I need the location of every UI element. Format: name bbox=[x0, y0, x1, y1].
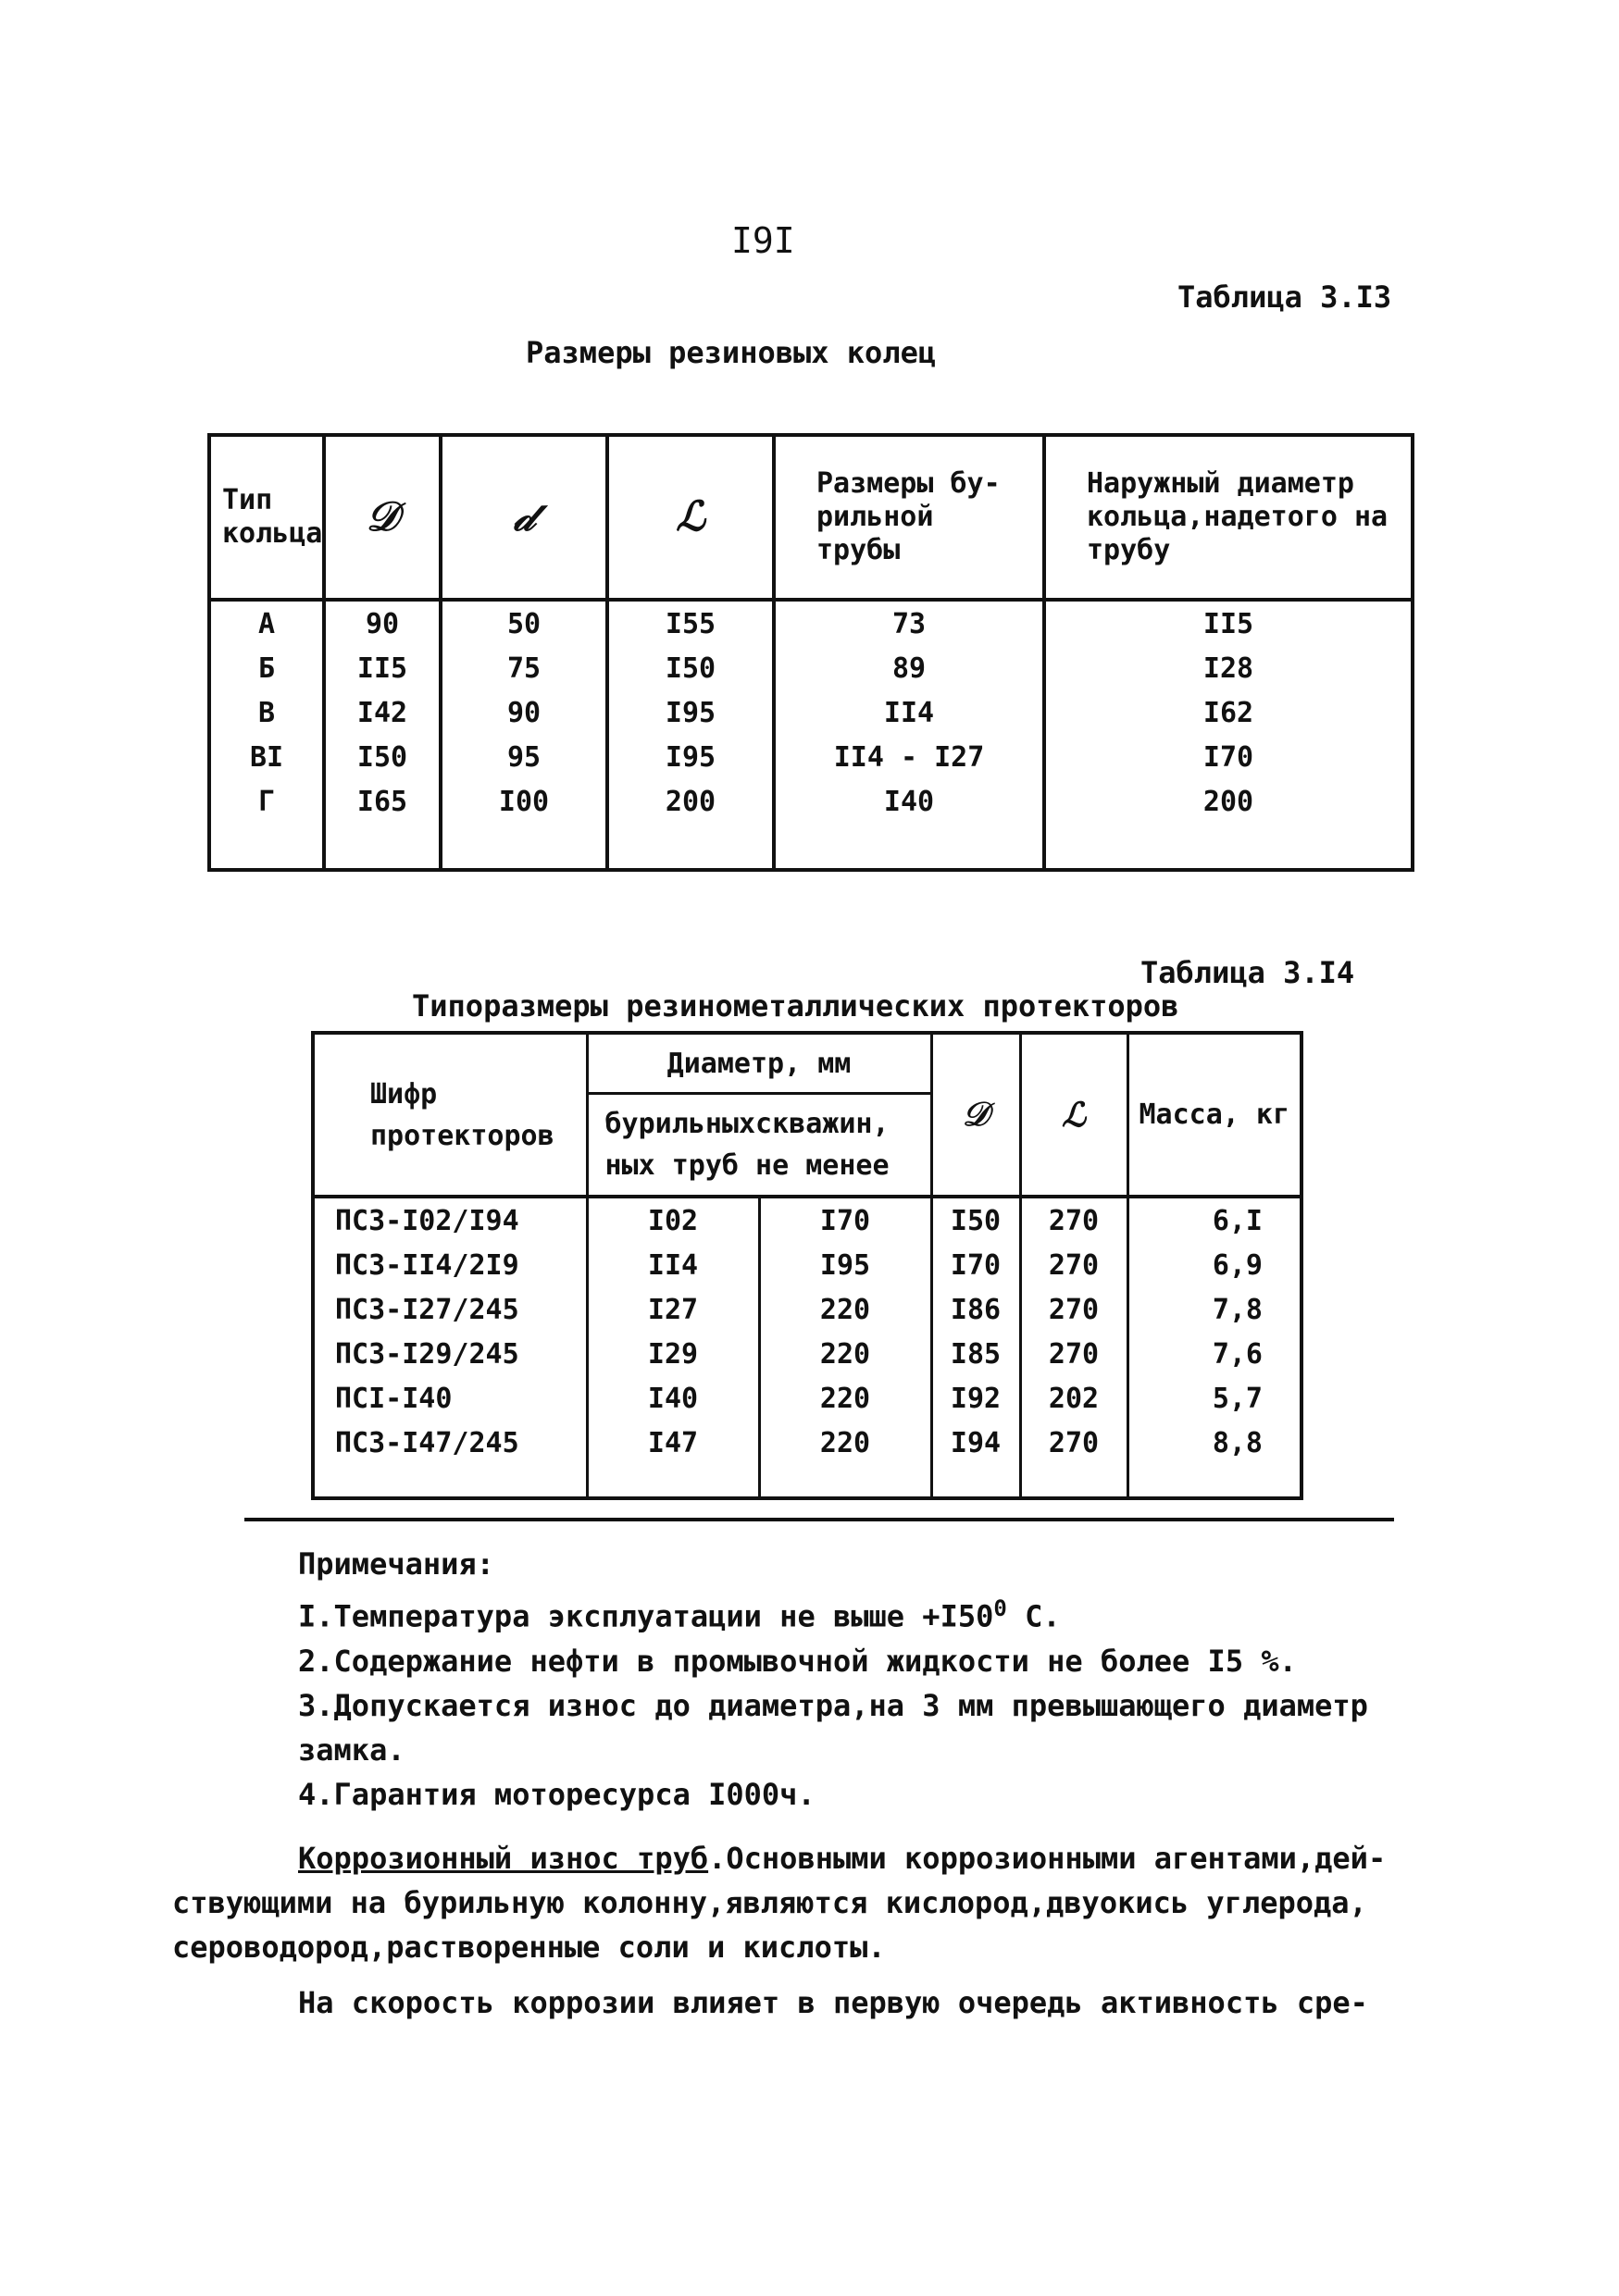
header-D: 𝒟 bbox=[931, 1033, 1020, 1197]
header-ring-type: Тип кольца bbox=[209, 435, 324, 600]
divider-line bbox=[244, 1518, 1394, 1521]
header-L: ℒ bbox=[607, 435, 774, 600]
cell-well: 220 bbox=[759, 1287, 931, 1332]
cell-d: 90 bbox=[441, 690, 607, 735]
cell-well: 220 bbox=[759, 1421, 931, 1465]
table-row bbox=[313, 1197, 1301, 1243]
page-number: I9I bbox=[731, 220, 795, 261]
paragraph-line-3: сероводород,растворенные соли и кислоты. bbox=[172, 1930, 886, 1965]
header-pipe-size: Размеры бу- рильной трубы bbox=[774, 435, 1044, 600]
cell-L: I95 bbox=[607, 690, 774, 735]
cell-d: I00 bbox=[441, 779, 607, 824]
header-code: Шифр протекторов bbox=[313, 1033, 587, 1197]
cell-well: 220 bbox=[759, 1332, 931, 1376]
header-sub: бурильныхскважин, ных труб не менее bbox=[587, 1094, 931, 1198]
cell-pipe: I27 bbox=[587, 1287, 759, 1332]
cell-L: 270 bbox=[1020, 1197, 1127, 1243]
cell-D: I86 bbox=[931, 1287, 1020, 1332]
cell-d: 95 bbox=[441, 735, 607, 779]
table-row-spacer bbox=[313, 1465, 1301, 1498]
cell-mass: 6,I bbox=[1212, 1204, 1263, 1237]
header-d: 𝒹 bbox=[441, 435, 607, 600]
notes-title: Примечания: bbox=[298, 1546, 494, 1582]
cell-type: ВI bbox=[209, 735, 324, 779]
cell-D: I42 bbox=[324, 690, 441, 735]
cell-code: ПСЗ-I02/I94 bbox=[313, 1197, 587, 1243]
note-4: 4.Гарантия моторесурса I000ч. bbox=[298, 1776, 816, 1812]
cell-mass: 6,9 bbox=[1212, 1248, 1263, 1282]
cell-code: ПСЗ-I29/245 bbox=[313, 1332, 587, 1376]
paragraph-line-2: ствующими на бурильную колонну,являются кислород,двуокись углерода, bbox=[172, 1885, 1367, 1920]
cell-mass: 7,8 bbox=[1212, 1293, 1263, 1326]
table-3-14-caption: Таблица 3.I4 bbox=[1140, 955, 1355, 990]
cell-D: I65 bbox=[324, 779, 441, 824]
cell-D: I94 bbox=[931, 1421, 1020, 1465]
table-row bbox=[209, 646, 1413, 690]
cell-L: I50 bbox=[607, 646, 774, 690]
cell-d: 75 bbox=[441, 646, 607, 690]
cell-type: Б bbox=[209, 646, 324, 690]
note-2: 2.Содержание нефти в промывочной жидкости не более I5 %. bbox=[298, 1643, 1297, 1679]
cell-D: I50 bbox=[324, 735, 441, 779]
table-row bbox=[313, 1332, 1301, 1376]
rubber-rings-table bbox=[207, 433, 1414, 872]
cell-D: I92 bbox=[931, 1376, 1020, 1421]
cell-well: I70 bbox=[759, 1197, 931, 1243]
table-row-spacer bbox=[209, 824, 1413, 870]
table-3-13-caption: Таблица 3.I3 bbox=[1177, 279, 1392, 315]
cell-L: 202 bbox=[1020, 1376, 1127, 1421]
table-row bbox=[313, 1243, 1301, 1287]
cell-code: ПСЗ-I47/245 bbox=[313, 1421, 587, 1465]
paragraph-lead: Коррозионный износ труб bbox=[298, 1841, 709, 1876]
header-mass: Масса, кг bbox=[1127, 1033, 1301, 1197]
cell-pipe: I02 bbox=[587, 1197, 759, 1243]
cell-pipe: I40 bbox=[587, 1376, 759, 1421]
cell-well: I95 bbox=[759, 1243, 931, 1287]
cell-pipe: II4 bbox=[774, 690, 1044, 735]
cell-outer: I28 bbox=[1202, 652, 1254, 685]
table-row bbox=[209, 690, 1413, 735]
table-row bbox=[209, 600, 1413, 646]
note-1-text: I.Температура эксплуатации не выше +I50 bbox=[298, 1598, 994, 1634]
cell-D: I50 bbox=[931, 1197, 1020, 1243]
note-1 bbox=[298, 1586, 1400, 1639]
cell-mass: 5,7 bbox=[1212, 1382, 1263, 1415]
cell-pipe: I40 bbox=[774, 779, 1044, 824]
table-row bbox=[313, 1376, 1301, 1421]
degree-superscript: 0 bbox=[993, 1595, 1007, 1621]
table-row bbox=[209, 779, 1413, 824]
cell-L: 270 bbox=[1020, 1243, 1127, 1287]
cell-outer: I70 bbox=[1202, 740, 1254, 774]
table-row bbox=[209, 735, 1413, 779]
cell-D: 90 bbox=[324, 600, 441, 646]
cell-pipe: 89 bbox=[774, 646, 1044, 690]
table-row bbox=[313, 1421, 1301, 1465]
cell-mass: 7,6 bbox=[1212, 1337, 1263, 1371]
cell-L: 270 bbox=[1020, 1332, 1127, 1376]
paragraph-text-1: .Основными коррозионными агентами,дей- bbox=[708, 1841, 1387, 1876]
cell-L: I55 bbox=[607, 600, 774, 646]
header-L: ℒ bbox=[1020, 1033, 1127, 1197]
cell-pipe: II4 bbox=[587, 1243, 759, 1287]
table-3-13-title: Размеры резиновых колец bbox=[526, 335, 937, 370]
note-3-line-2: замка. bbox=[298, 1731, 405, 1768]
cell-code: ПСЗ-I27/245 bbox=[313, 1287, 587, 1332]
cell-mass: 8,8 bbox=[1212, 1426, 1263, 1459]
cell-pipe: II4 - I27 bbox=[774, 735, 1044, 779]
cell-L: I95 bbox=[607, 735, 774, 779]
notes-block bbox=[298, 1542, 1400, 1817]
cell-outer: I62 bbox=[1202, 696, 1254, 729]
protectors-table bbox=[311, 1031, 1303, 1500]
cell-pipe: I47 bbox=[587, 1421, 759, 1465]
header-outer-diameter: Наружный диаметр кольца,надетого на трубу bbox=[1044, 435, 1413, 600]
paragraph-line-1 bbox=[172, 1836, 1403, 1880]
body-paragraph bbox=[172, 1836, 1403, 2025]
cell-outer: II5 bbox=[1202, 607, 1254, 640]
cell-outer: 200 bbox=[1202, 785, 1254, 818]
cell-type: Г bbox=[209, 779, 324, 824]
note-1-unit: С. bbox=[1006, 1598, 1061, 1634]
cell-type: А bbox=[209, 600, 324, 646]
cell-D: I85 bbox=[931, 1332, 1020, 1376]
cell-code: ПСI-I40 bbox=[313, 1376, 587, 1421]
note-3-line-1: 3.Допускается износ до диаметра,на 3 мм превышающего диаметр bbox=[298, 1687, 1368, 1723]
cell-pipe: I29 bbox=[587, 1332, 759, 1376]
cell-d: 50 bbox=[441, 600, 607, 646]
header-D: 𝒟 bbox=[324, 435, 441, 600]
cell-L: 270 bbox=[1020, 1421, 1127, 1465]
paragraph-line-4: На скорость коррозии влияет в первую очередь активность сре- bbox=[298, 1985, 1368, 2020]
table-3-14-title: Типоразмеры резинометаллических протекторов bbox=[412, 988, 1179, 1024]
cell-L: 270 bbox=[1020, 1287, 1127, 1332]
cell-code: ПСЗ-II4/2I9 bbox=[313, 1243, 587, 1287]
table-row bbox=[313, 1287, 1301, 1332]
cell-L: 200 bbox=[607, 779, 774, 824]
cell-D: II5 bbox=[324, 646, 441, 690]
cell-pipe: 73 bbox=[774, 600, 1044, 646]
cell-well: 220 bbox=[759, 1376, 931, 1421]
header-diameter: Диаметр, мм bbox=[587, 1033, 931, 1094]
cell-type: В bbox=[209, 690, 324, 735]
cell-D: I70 bbox=[931, 1243, 1020, 1287]
